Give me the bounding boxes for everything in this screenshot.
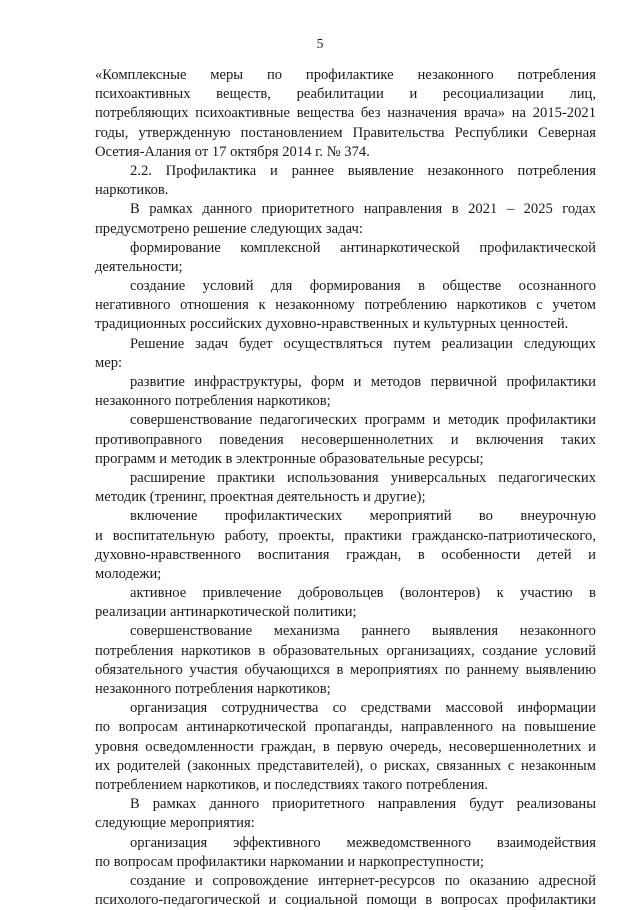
- word: на: [501, 719, 516, 736]
- word: с: [536, 297, 543, 314]
- word: включения: [475, 431, 544, 448]
- word: методов: [370, 374, 422, 390]
- text-line-justified: [95, 335, 596, 354]
- text-line: следующие мероприятия:: [95, 815, 255, 832]
- word: добровольцев: [297, 585, 384, 602]
- word: психоактивных: [95, 86, 191, 103]
- word: в: [417, 546, 425, 563]
- word: к: [258, 297, 266, 314]
- word: незаконного: [417, 67, 494, 83]
- word: профилактической: [479, 239, 596, 256]
- word: меры: [210, 67, 244, 83]
- word: раннего: [361, 623, 411, 640]
- word: годах: [562, 201, 596, 218]
- word: и: [95, 527, 103, 544]
- word: в: [451, 201, 459, 218]
- text-line-justified: [95, 834, 596, 853]
- word: путем: [393, 335, 431, 352]
- text-line: реализации антинаркотической политики;: [95, 604, 357, 621]
- word: эффективного: [233, 834, 321, 851]
- word: повышение: [524, 719, 596, 736]
- text-line-justified: [95, 277, 596, 296]
- word: интернет-ресурсов: [318, 872, 436, 889]
- word: и: [588, 546, 596, 563]
- text-line-justified: [95, 699, 596, 718]
- word: В: [130, 796, 140, 813]
- word: оказанию: [469, 872, 529, 889]
- word: направления: [377, 796, 457, 813]
- word: данного: [209, 796, 260, 813]
- text-line-justified: [95, 239, 596, 258]
- word: психоактивные: [195, 105, 290, 122]
- word: реабилитации: [296, 86, 384, 103]
- word: потребляющих: [95, 105, 189, 122]
- word: уровня: [95, 738, 139, 755]
- word: формирования: [309, 278, 401, 295]
- word: особенности: [441, 546, 521, 563]
- word: со: [332, 700, 347, 717]
- word: раннее: [291, 162, 334, 179]
- word: веществ,: [216, 86, 271, 103]
- word: очередь,: [389, 738, 442, 755]
- word: направления: [363, 201, 443, 218]
- word: граждан,: [346, 546, 402, 563]
- word: привлечение: [202, 585, 282, 602]
- word: потреблению: [364, 297, 448, 314]
- word: наркотиков: [181, 642, 251, 659]
- word: педагогических: [259, 412, 358, 429]
- word: назначения: [387, 105, 458, 122]
- text-line-justified: [95, 546, 596, 565]
- word: выявлению: [525, 661, 596, 678]
- word: потребления: [517, 162, 596, 179]
- text-line-justified: [95, 795, 596, 814]
- word: «Комплексные: [95, 67, 187, 83]
- word: профилактике: [305, 67, 394, 83]
- word: с: [507, 757, 515, 774]
- word: программ: [364, 412, 426, 429]
- word: условий: [545, 642, 596, 659]
- word: к: [496, 585, 504, 602]
- word: в: [258, 642, 266, 659]
- word: создание: [130, 872, 186, 889]
- word: (законных: [187, 757, 251, 774]
- word: В: [130, 201, 140, 218]
- text-line-justified: [95, 296, 596, 315]
- text-line: мер:: [95, 354, 123, 371]
- text-line-justified: [95, 507, 596, 526]
- text-line-justified: [95, 124, 596, 143]
- word: воспитания: [257, 546, 330, 563]
- word: комплексной: [240, 239, 321, 256]
- word: лиц,: [569, 86, 596, 103]
- text-line-justified: [95, 411, 596, 430]
- word: в: [589, 585, 596, 602]
- word: в: [322, 738, 330, 755]
- word: профилактики: [506, 374, 596, 390]
- text-line: молодежи;: [95, 565, 162, 582]
- text-line-justified: [95, 642, 596, 661]
- word: наркотиков: [456, 297, 527, 314]
- word: духовно-нравственного: [95, 546, 241, 563]
- word: их: [95, 757, 111, 774]
- word: средствами: [360, 700, 432, 717]
- word: и: [409, 86, 418, 103]
- page-number: 5: [316, 36, 324, 51]
- word: таких: [560, 431, 596, 448]
- text-line-justified: [95, 469, 596, 488]
- word: универсальных: [390, 469, 487, 486]
- word: вопросах: [440, 892, 499, 909]
- word: Республики: [454, 124, 528, 141]
- word: Профилактика: [165, 162, 257, 179]
- text-line: незаконного потребления наркотиков;: [95, 393, 331, 410]
- word: гражданско-патриотического,: [411, 527, 596, 544]
- word: приоритетного: [261, 201, 355, 218]
- word: задач: [195, 335, 229, 352]
- text-line: потреблением наркотиков, и последствиях такого потребления.: [95, 776, 489, 793]
- word: использования: [286, 469, 379, 486]
- word: социальной: [284, 892, 358, 909]
- word: о: [369, 757, 378, 774]
- word: активное: [130, 585, 187, 602]
- word: организация: [130, 834, 208, 851]
- text-line-justified: [95, 718, 596, 737]
- text-line-justified: [95, 872, 596, 891]
- word: 2.2.: [130, 162, 152, 179]
- word: формирование: [130, 239, 221, 256]
- word: по: [266, 67, 283, 83]
- document-body: [95, 66, 596, 910]
- word: педагогических: [498, 469, 596, 486]
- word: незаконному: [275, 297, 355, 314]
- word: вопросам: [118, 719, 178, 736]
- word: выявления: [431, 623, 499, 640]
- word: организациях,: [386, 642, 475, 659]
- word: граждан,: [260, 738, 316, 755]
- word: постановлением: [240, 124, 343, 141]
- word: профилактических: [224, 508, 343, 525]
- word: врача»: [463, 105, 506, 122]
- word: без: [360, 105, 381, 122]
- text-line-justified: [95, 622, 596, 641]
- word: массовой: [445, 700, 504, 717]
- word: ресоциализации: [442, 86, 544, 103]
- text-line-justified: [95, 66, 596, 85]
- text-line: наркотиков.: [95, 182, 169, 199]
- word: профилактики: [506, 412, 596, 429]
- text-line: Осетия-Алания от 17 октября 2014 г. № 374.: [95, 143, 370, 160]
- word: внеурочную: [520, 508, 596, 525]
- word: (волонтеров): [399, 585, 481, 602]
- word: учетом: [552, 297, 596, 314]
- word: антинаркотической: [186, 719, 307, 736]
- word: будут: [469, 796, 504, 813]
- word: образовательных: [272, 642, 379, 659]
- word: будет: [239, 335, 273, 352]
- word: на: [511, 105, 527, 122]
- word: участия: [189, 661, 238, 678]
- word: в: [425, 892, 433, 909]
- word: совершенствование: [130, 623, 253, 640]
- text-line: незаконного потребления наркотиков;: [95, 681, 331, 697]
- word: родителей: [116, 757, 181, 774]
- word: незаконного: [519, 623, 596, 640]
- word: годы,: [95, 124, 129, 141]
- word: совершенствование: [130, 412, 253, 429]
- word: и: [450, 431, 459, 448]
- word: сопровождение: [212, 872, 309, 889]
- text-line: программ и методик в электронные образовательные ресурсы;: [95, 450, 484, 467]
- word: инфраструктуры,: [194, 374, 302, 390]
- text-line-justified: [95, 661, 596, 680]
- word: и: [353, 374, 362, 390]
- text-line-justified: [95, 162, 596, 181]
- word: представителей),: [257, 757, 364, 774]
- word: участию: [520, 585, 573, 602]
- word: помощи: [366, 892, 417, 909]
- text-line-justified: [95, 200, 596, 219]
- word: реализованы: [516, 796, 596, 813]
- text-line: деятельности;: [95, 258, 183, 275]
- text-line: предусмотрено решение следующих задач:: [95, 220, 363, 237]
- word: потребления: [517, 67, 596, 83]
- word: обществе: [442, 278, 502, 295]
- text-line-justified: [95, 373, 596, 392]
- text-line-justified: [95, 757, 596, 776]
- text-line: методик (тренинг, проектная деятельность и другие);: [95, 489, 426, 506]
- word: раннему: [466, 661, 519, 678]
- text-line-justified: [95, 527, 596, 546]
- word: рамках: [152, 796, 197, 813]
- word: противоправного: [95, 431, 202, 448]
- word: методик: [447, 412, 500, 429]
- text-line-justified: [95, 104, 596, 123]
- word: сотрудничества: [221, 700, 319, 717]
- word: по: [444, 872, 460, 889]
- word: незаконного: [427, 162, 504, 179]
- word: в: [418, 278, 425, 295]
- word: рамках: [149, 201, 193, 218]
- word: расширение: [130, 469, 206, 486]
- word: детей: [537, 546, 572, 563]
- word: вещества: [296, 105, 355, 122]
- word: мероприятий: [369, 508, 452, 525]
- word: по: [444, 661, 460, 678]
- word: отношения: [180, 297, 249, 314]
- word: несовершеннолетних: [448, 738, 582, 755]
- word: первичной: [430, 374, 498, 390]
- word: несовершеннолетних: [300, 431, 434, 448]
- word: организация: [130, 700, 208, 717]
- word: и: [588, 738, 596, 755]
- word: рисках,: [383, 757, 430, 774]
- word: антинаркотической: [340, 239, 460, 256]
- word: психолого-педагогической: [95, 892, 261, 909]
- word: информации: [517, 700, 596, 717]
- word: 2015-2021: [532, 105, 596, 122]
- word: по: [95, 719, 111, 736]
- word: Решение: [130, 335, 185, 352]
- word: взаимодействия: [496, 834, 596, 851]
- word: межведомственного: [346, 834, 472, 851]
- word: данного: [202, 201, 253, 218]
- word: 2025: [523, 201, 553, 218]
- word: утвержденную: [138, 124, 231, 141]
- word: для: [270, 278, 293, 295]
- word: создание: [482, 642, 538, 659]
- word: –: [506, 201, 515, 218]
- word: приоритетного: [272, 796, 365, 813]
- word: обучающихся: [244, 661, 330, 678]
- word: связанных: [436, 757, 502, 774]
- word: осуществляться: [283, 335, 383, 352]
- word: реализации: [441, 335, 513, 352]
- word: условий: [202, 278, 254, 295]
- word: механизма: [273, 623, 340, 640]
- word: пропаганды,: [314, 719, 393, 736]
- word: поведения: [219, 431, 284, 448]
- word: осведомленности: [145, 738, 254, 755]
- word: обязательного: [95, 661, 183, 678]
- text-line: по вопросам профилактики наркомании и наркопреступности;: [95, 853, 484, 870]
- text-line-justified: [95, 85, 596, 104]
- word: следующих: [523, 335, 596, 352]
- word: мероприятиях: [350, 661, 439, 678]
- word: и: [432, 412, 441, 429]
- text-line: традиционных российских духовно-нравственных и культурных ценностей.: [95, 316, 569, 333]
- word: адресной: [538, 872, 596, 889]
- word: Правительства: [352, 124, 445, 141]
- word: профилактики: [506, 892, 596, 909]
- word: развитие: [130, 374, 185, 390]
- word: во: [478, 508, 493, 525]
- word: Северная: [537, 124, 596, 141]
- word: в: [336, 661, 344, 678]
- word: воспитательную: [112, 527, 215, 544]
- text-line-justified: [95, 738, 596, 757]
- word: выявление: [347, 162, 414, 179]
- word: работу,: [224, 527, 269, 544]
- word: осознанного: [518, 278, 596, 295]
- word: практики: [344, 527, 402, 544]
- text-line-justified: [95, 431, 596, 450]
- word: потребления: [95, 642, 174, 659]
- word: включение: [130, 508, 198, 525]
- word: практики: [217, 469, 275, 486]
- word: и: [270, 162, 278, 179]
- text-line-justified: [95, 584, 596, 603]
- word: незаконным: [520, 757, 596, 774]
- word: форм: [311, 374, 345, 390]
- word: проекты,: [278, 527, 335, 544]
- word: направленного: [401, 719, 493, 736]
- word: и: [194, 872, 203, 889]
- word: 2021: [468, 201, 498, 218]
- word: и: [268, 892, 277, 909]
- word: создание: [130, 278, 186, 295]
- word: первую: [336, 738, 383, 755]
- word: негативного: [95, 297, 171, 314]
- text-line-justified: [95, 891, 596, 910]
